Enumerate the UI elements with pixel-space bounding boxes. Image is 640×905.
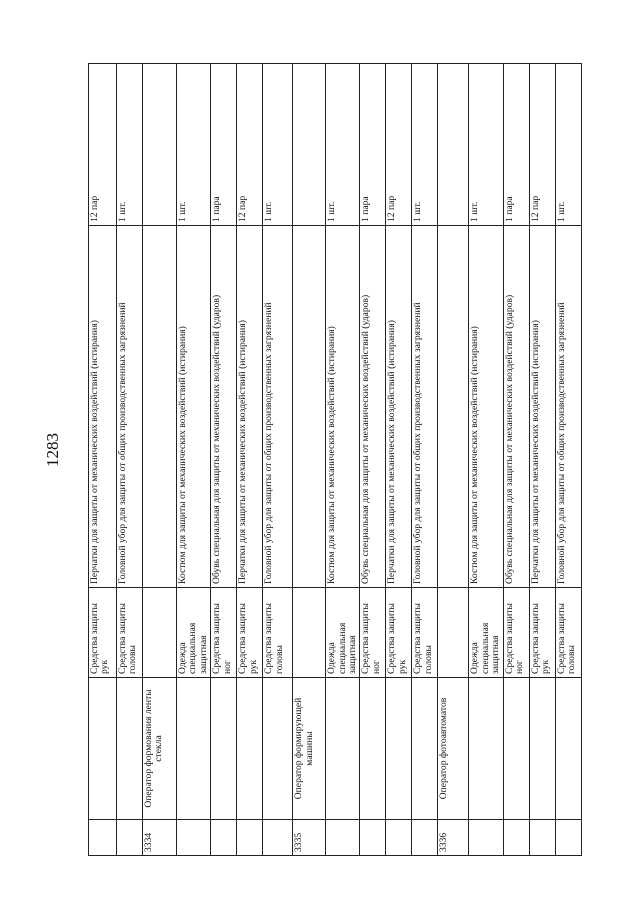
- profession-code-cell: [263, 820, 293, 856]
- table-row: [555, 64, 581, 856]
- ppe-type-cell: Средства защиты рук: [237, 588, 263, 678]
- page-number: 1283: [43, 433, 62, 467]
- ppe-item-cell: Головной убор для защиты от общих производственных загрязнений: [555, 226, 581, 588]
- ppe-item-cell: Перчатки для защиты от механических воздействий (истирания): [89, 226, 117, 588]
- table-container: [88, 64, 578, 856]
- ppe-type-cell: Средства защиты ног: [360, 588, 386, 678]
- profession-code-cell: [360, 820, 386, 856]
- issue-norm-cell: 12 пар: [386, 64, 412, 226]
- issue-norm-cell: 12 пар: [529, 64, 555, 226]
- profession-name-cell: [326, 678, 360, 820]
- profession-code-cell: [117, 820, 143, 856]
- table-row: [117, 64, 143, 856]
- profession-name-cell: [555, 678, 581, 820]
- table-row: [529, 64, 555, 856]
- ppe-item-cell: Обувь специальная для защиты от механических воздействий (ударов): [211, 226, 237, 588]
- issue-norm-cell: [293, 64, 326, 226]
- ppe-item-cell: [438, 226, 469, 588]
- profession-code-cell: 3336: [438, 820, 469, 856]
- table-row: [412, 64, 438, 856]
- table-row: [386, 64, 412, 856]
- profession-name-cell: [237, 678, 263, 820]
- ppe-item-cell: [143, 226, 177, 588]
- table-row: [438, 64, 469, 856]
- table-row: [293, 64, 326, 856]
- ppe-type-cell: Одежда специальная защитная: [326, 588, 360, 678]
- issue-norm-cell: 1 шт.: [469, 64, 503, 226]
- profession-code-cell: 3335: [293, 820, 326, 856]
- ppe-type-cell: Средства защиты рук: [386, 588, 412, 678]
- profession-name-cell: [211, 678, 237, 820]
- ppe-type-cell: Одежда специальная защитная: [469, 588, 503, 678]
- profession-name-cell: [177, 678, 211, 820]
- profession-name-cell: [529, 678, 555, 820]
- profession-name-cell: [263, 678, 293, 820]
- profession-code-cell: [503, 820, 529, 856]
- issue-norm-cell: [143, 64, 177, 226]
- table-row: [211, 64, 237, 856]
- profession-code-cell: [469, 820, 503, 856]
- profession-code-cell: [237, 820, 263, 856]
- profession-name-cell: Оператор формования ленты стекла: [143, 678, 177, 820]
- ppe-item-cell: Головной убор для защиты от общих производственных загрязнений: [263, 226, 293, 588]
- ppe-item-cell: Перчатки для защиты от механических воздействий (истирания): [386, 226, 412, 588]
- ppe-type-cell: [293, 588, 326, 678]
- ppe-type-cell: Одежда специальная защитная: [177, 588, 211, 678]
- table-row: [503, 64, 529, 856]
- profession-name-cell: [360, 678, 386, 820]
- ppe-type-cell: Средства защиты ног: [211, 588, 237, 678]
- issue-norm-cell: 1 шт.: [117, 64, 143, 226]
- profession-code-cell: [386, 820, 412, 856]
- ppe-item-cell: Головной убор для защиты от общих производственных загрязнений: [117, 226, 143, 588]
- profession-code-cell: [326, 820, 360, 856]
- profession-name-cell: Оператор формирующей машины: [293, 678, 326, 820]
- ppe-item-cell: Обувь специальная для защиты от механических воздействий (ударов): [503, 226, 529, 588]
- ppe-item-cell: Перчатки для защиты от механических воздействий (истирания): [237, 226, 263, 588]
- profession-code-cell: [529, 820, 555, 856]
- ppe-norms-table: [88, 63, 582, 856]
- ppe-item-cell: Обувь специальная для защиты от механических воздействий (ударов): [360, 226, 386, 588]
- table-row: [89, 64, 117, 856]
- ppe-item-cell: [293, 226, 326, 588]
- ppe-item-cell: Костюм для защиты от механических воздействий (истирания): [326, 226, 360, 588]
- table-row: [469, 64, 503, 856]
- rotated-table-wrapper: [88, 64, 578, 856]
- issue-norm-cell: 1 шт.: [177, 64, 211, 226]
- profession-code-cell: [89, 820, 117, 856]
- ppe-type-cell: Средства защиты рук: [529, 588, 555, 678]
- table-row: [326, 64, 360, 856]
- issue-norm-cell: 1 пара: [360, 64, 386, 226]
- ppe-type-cell: [143, 588, 177, 678]
- profession-name-cell: [117, 678, 143, 820]
- ppe-item-cell: Перчатки для защиты от механических воздействий (истирания): [529, 226, 555, 588]
- ppe-item-cell: Головной убор для защиты от общих производственных загрязнений: [412, 226, 438, 588]
- profession-code-cell: [412, 820, 438, 856]
- profession-name-cell: Оператор фотоавтоматов: [438, 678, 469, 820]
- table-body: [89, 64, 582, 856]
- ppe-type-cell: Средства защиты ног: [503, 588, 529, 678]
- table-row: [263, 64, 293, 856]
- profession-code-cell: [555, 820, 581, 856]
- ppe-type-cell: Средства защиты головы: [412, 588, 438, 678]
- issue-norm-cell: 12 пар: [89, 64, 117, 226]
- profession-code-cell: [211, 820, 237, 856]
- issue-norm-cell: [438, 64, 469, 226]
- table-row: [143, 64, 177, 856]
- ppe-type-cell: [438, 588, 469, 678]
- ppe-item-cell: Костюм для защиты от механических воздействий (истирания): [469, 226, 503, 588]
- ppe-type-cell: Средства защиты головы: [555, 588, 581, 678]
- ppe-item-cell: Костюм для защиты от механических воздействий (истирания): [177, 226, 211, 588]
- profession-name-cell: [503, 678, 529, 820]
- table-row: [360, 64, 386, 856]
- ppe-type-cell: Средства защиты головы: [117, 588, 143, 678]
- profession-name-cell: [469, 678, 503, 820]
- ppe-type-cell: Средства защиты рук: [89, 588, 117, 678]
- ppe-type-cell: Средства защиты головы: [263, 588, 293, 678]
- profession-name-cell: [412, 678, 438, 820]
- issue-norm-cell: 1 шт.: [326, 64, 360, 226]
- profession-name-cell: [386, 678, 412, 820]
- issue-norm-cell: 1 шт.: [263, 64, 293, 226]
- issue-norm-cell: 1 шт.: [412, 64, 438, 226]
- issue-norm-cell: 1 шт.: [555, 64, 581, 226]
- table-row: [237, 64, 263, 856]
- table-row: [177, 64, 211, 856]
- issue-norm-cell: 1 пара: [211, 64, 237, 226]
- profession-code-cell: 3334: [143, 820, 177, 856]
- profession-code-cell: [177, 820, 211, 856]
- issue-norm-cell: 1 пара: [503, 64, 529, 226]
- issue-norm-cell: 12 пар: [237, 64, 263, 226]
- profession-name-cell: [89, 678, 117, 820]
